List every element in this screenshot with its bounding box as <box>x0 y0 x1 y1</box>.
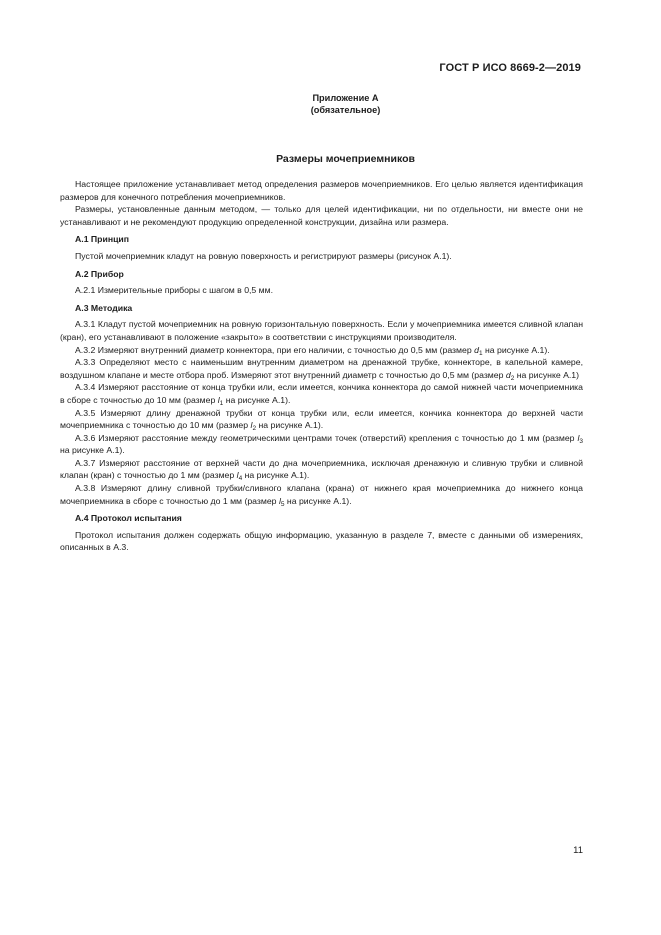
annex-status: (обязательное) <box>310 105 381 115</box>
section-a3-heading: А.3 Методика <box>75 302 133 313</box>
clause-a3-7: А.3.7 Измеряют расстояние от верхней части до дна мочеприемника, исключая дренажную и сливную трубки и сливной клапан (кран) с точностью до 1 мм (размер $l_4$ на рисунке А.1). <box>60 457 583 483</box>
clause-a3-1: А.3.1 Кладут пустой мочеприемник на ровную горизонтальную поверхность. Если у мочеприемника имеется сливной клапан (кран), его устанавливают в положение «закрыто» в соответствии с инструкциями производителя. <box>60 319 583 342</box>
intro-paragraph-1: Настоящее приложение устанавливает метод определения размеров мочеприемников. Его целью является идентификация размеров для конечного потребления мочеприемников. <box>60 179 583 202</box>
section-a4-text: Протокол испытания должен содержать общую информацию, указанную в разделе 7, вместе с данными об измерениях, описанных в А.3. <box>60 529 583 553</box>
section-a4-heading: А.4 Протокол испытания <box>75 513 182 524</box>
clause-a3-5: А.3.5 Измеряют длину дренажной трубки от конца трубки или, если имеется, кончика коннектора до верхней части мочеприемника с точностью до 10 мм (размер $l_2$ на рисунке А.1). <box>60 407 583 433</box>
section-a2-text: А.2.1 Измерительные приборы с шагом в 0,5 мм. <box>75 285 274 296</box>
annex-heading <box>0 92 661 116</box>
document-code: ГОСТ Р ИСО 8669-2—2019 <box>439 62 581 74</box>
clause-a3-2: А.3.2 Измеряют внутренний диаметр коннектора, при его наличии, с точностью до 0,5 мм (размер $d_1$ на рисунке А.1). <box>75 344 550 357</box>
section-a1-text: Пустой мочеприемник кладут на ровную поверхность и регистрируют размеры (рисунок А.1). <box>75 250 452 261</box>
page-number: 11 <box>573 845 583 856</box>
clause-a3-8: А.3.8 Измеряют длину сливной трубки/сливного клапана (крана) от нижнего края мочеприемника до нижнего конца мочеприемника в сборе с точностью до 1 мм (размер $l_5$ на рисунке А.1). <box>60 483 583 508</box>
page-title: Размеры мочеприемников <box>276 153 415 165</box>
clause-a3-3: А.3.3 Определяют место с наименьшим внутренним диаметром на дренажной трубке, коннекторе, в капельной камере, воздушном клапане и месте отбора проб. Измеряют этот внутренний диаметр с точностью до 0,5 мм (размер $d_2$ на рисунке А.1) <box>60 357 583 382</box>
document-body <box>60 178 583 554</box>
intro-paragraph-2: Размеры, установленные данным методом, — только для целей идентификации, ни по отдельности, ни вместе они не устанавливают и не рекомендуют продукцию определенной конструкции, дизайна или размера. <box>60 204 583 227</box>
clause-a3-6: А.3.6 Измеряют расстояние между геометрическими центрами точек (отверстий) крепления с точностью до 1 мм (размер $l_3$ на рисунке А.1). <box>60 432 583 456</box>
annex-title: Приложение А <box>312 93 379 103</box>
section-a2-heading: А.2 Прибор <box>75 268 124 279</box>
section-a1-heading: А.1 Принцип <box>75 234 129 245</box>
clause-a3-4: А.3.4 Измеряют расстояние от конца трубки или, если имеется, кончика коннектора до самой нижней части мочеприемника в сборе с точностью до 10 мм (размер $l_1$ на рисунке А.1). <box>60 382 583 407</box>
